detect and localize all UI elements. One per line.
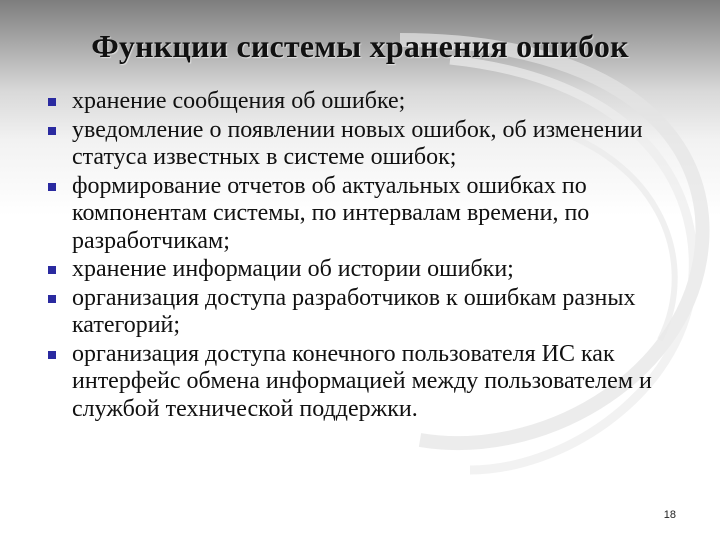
bullet-item [44,285,694,340]
square-bullet-icon [48,98,56,106]
bullet-list [44,88,694,424]
bullet-item [44,88,694,116]
bullet-item [44,256,694,284]
bullet-text: хранение сообщения об ошибке; [72,88,406,114]
square-bullet-icon [48,295,56,303]
slide-title: Функции системы хранения ошибок [91,28,629,64]
page-number: 18 [663,509,676,521]
square-bullet-icon [48,127,56,135]
square-bullet-icon [48,266,56,274]
bullet-item [44,117,694,172]
bullet-text: хранение информации об истории ошибки; [72,256,514,282]
bullet-item [44,341,694,424]
bullet-text: организация доступа разработчиков к ошибкам разных категорий; [72,284,636,338]
bullet-item [44,173,694,256]
bullet-text: организация доступа конечного пользователя ИС как интерфейс обмена информацией между пользователем и службой технической поддержки. [72,340,652,422]
bullet-text: формирование отчетов об актуальных ошибках по компонентам системы, по интервалам времени, по разработчикам; [72,172,590,254]
square-bullet-icon [48,351,56,359]
bullet-text: уведомление о появлении новых ошибок, об изменении статуса известных в системе ошибок; [72,116,643,170]
square-bullet-icon [48,183,56,191]
